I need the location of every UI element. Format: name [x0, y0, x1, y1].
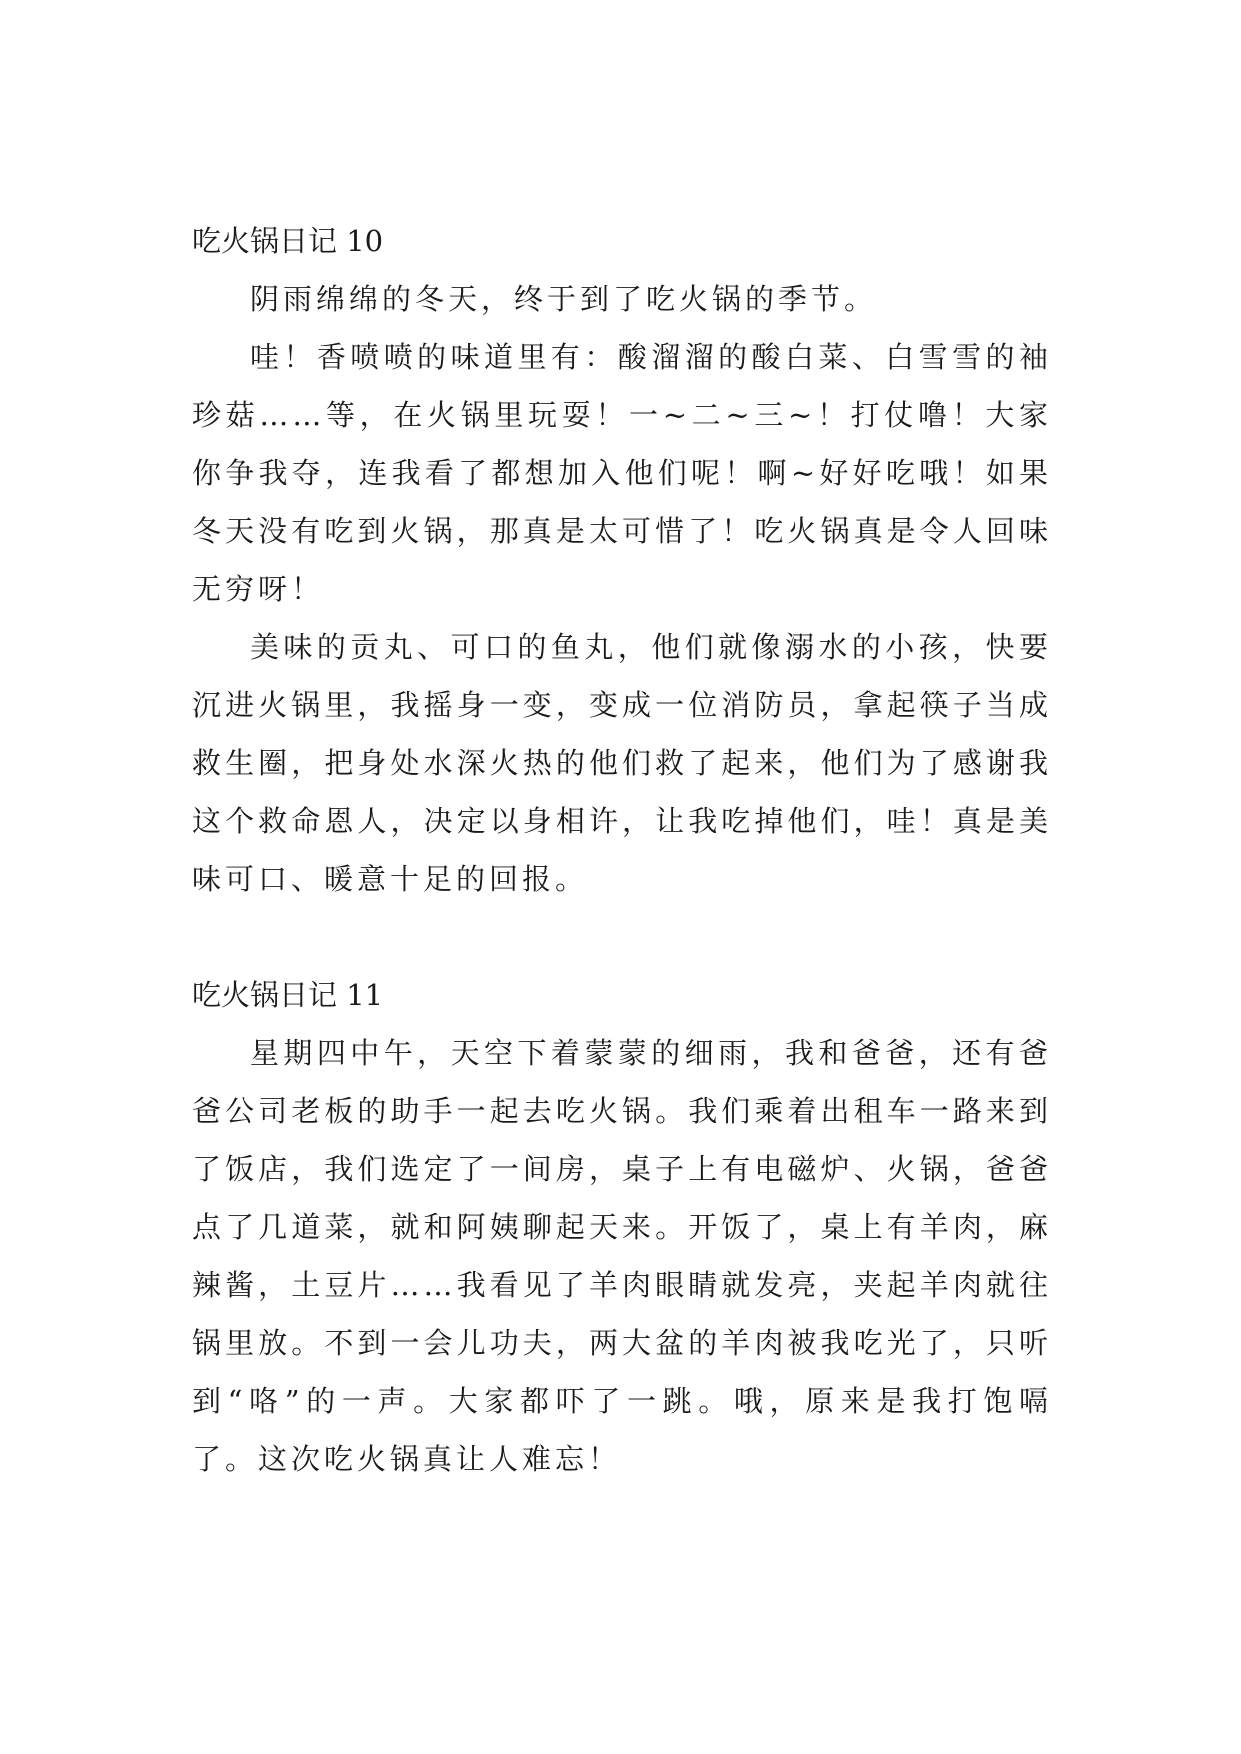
- entry-title: 吃火锅日记 11: [192, 978, 384, 1012]
- entry-paragraph: 阴雨绵绵的冬天，终于到了吃火锅的季节。: [250, 282, 878, 316]
- diary-entry-10: [192, 212, 1052, 908]
- entry-paragraph: 哇！香喷喷的味道里有：酸溜溜的酸白菜、白雪雪的袖珍菇……等，在火锅里玩耍！一~二~三~！打仗噜！大家你争我夺，连我看了都想加入他们呢！啊~好好吃哦！如果冬天没有吃到火锅，那真是太可惜了！吃火锅真是令人回味无穷呀！: [192, 340, 1052, 606]
- entry-title: 吃火锅日记 10: [192, 224, 384, 258]
- diary-entry-11: [192, 966, 1052, 1488]
- document-page: [192, 212, 1052, 1488]
- entry-paragraph: 星期四中午，天空下着蒙蒙的细雨，我和爸爸，还有爸爸公司老板的助手一起去吃火锅。我们乘着出租车一路来到了饭店，我们选定了一间房，桌子上有电磁炉、火锅，爸爸点了几道菜，就和阿姨聊起天来。开饭了，桌上有羊肉，麻辣酱，土豆片……我看见了羊肉眼睛就发亮，夹起羊肉就往锅里放。不到一会儿功夫，两大盆的羊肉被我吃光了，只听到“咯”的一声。大家都吓了一跳。哦，原来是我打饱嗝了。这次吃火锅真让人难忘！: [192, 1036, 1052, 1476]
- entry-paragraph: 美味的贡丸、可口的鱼丸，他们就像溺水的小孩，快要沉进火锅里，我摇身一变，变成一位消防员，拿起筷子当成救生圈，把身处水深火热的他们救了起来，他们为了感谢我这个救命恩人，决定以身相许，让我吃掉他们，哇！真是美味可口、暖意十足的回报。: [192, 630, 1052, 896]
